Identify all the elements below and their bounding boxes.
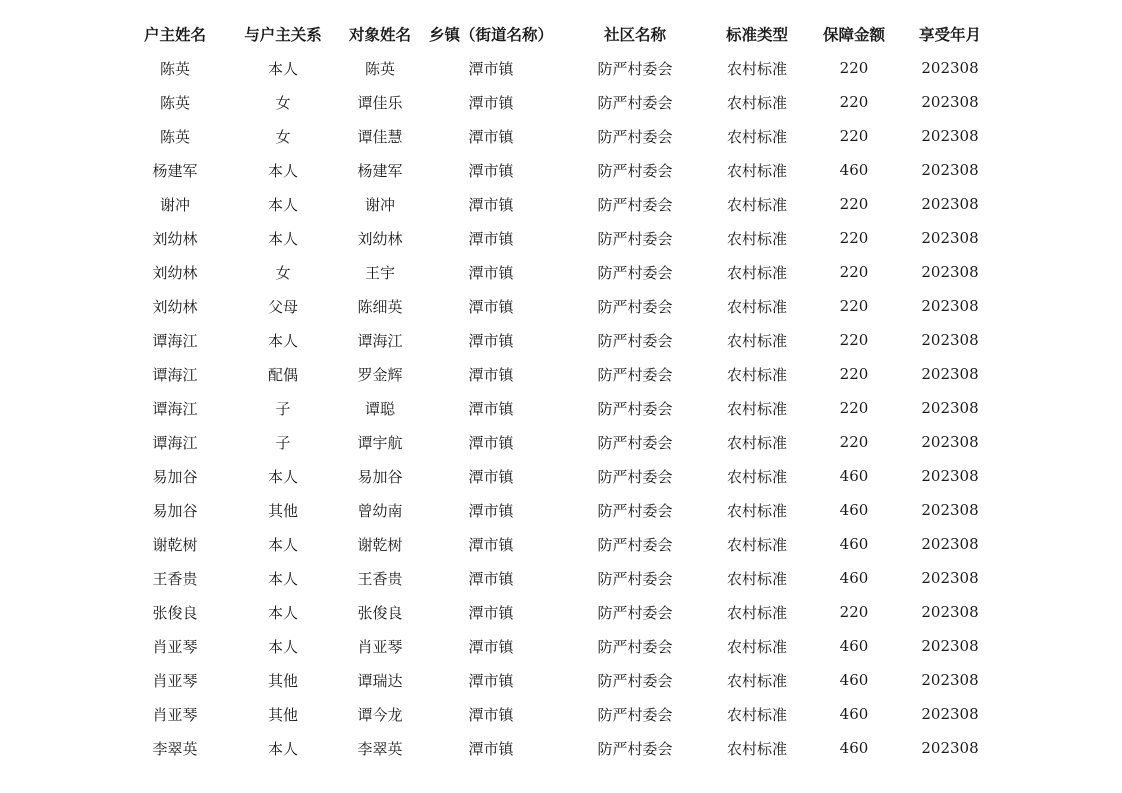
- standard-type-cell: 农村标准: [726, 161, 787, 180]
- township-cell: 潭市镇: [468, 365, 514, 384]
- township-cell: 潭市镇: [468, 161, 514, 180]
- table-row: [130, 153, 1004, 187]
- community-cell: 防严村委会: [597, 93, 673, 112]
- month-cell: 202308: [921, 501, 979, 519]
- community-cell: 防严村委会: [597, 705, 673, 724]
- table-row: [130, 493, 1004, 527]
- township-cell: 潭市镇: [468, 535, 514, 554]
- member-name-cell: 谭佳乐: [357, 93, 403, 112]
- township-cell: 潭市镇: [468, 671, 514, 690]
- township-cell: 潭市镇: [468, 399, 514, 418]
- relation-cell: 本人: [267, 195, 298, 214]
- township-cell: 潭市镇: [468, 297, 514, 316]
- community-cell: 防严村委会: [597, 229, 673, 248]
- household-head-cell: 李翠英: [152, 739, 198, 758]
- member-name-cell: 肖亚琴: [357, 637, 403, 656]
- month-cell: 202308: [921, 297, 979, 315]
- standard-type-cell: 农村标准: [726, 93, 787, 112]
- standard-type-cell: 农村标准: [726, 127, 787, 146]
- household-head-cell: 刘幼林: [152, 297, 198, 316]
- relation-cell: 女: [275, 263, 291, 282]
- household-head-cell: 肖亚琴: [152, 637, 198, 656]
- member-name-cell: 张俊良: [357, 603, 403, 622]
- amount-cell: 220: [839, 195, 869, 213]
- month-cell: 202308: [921, 161, 979, 179]
- relation-cell: 其他: [267, 705, 298, 724]
- amount-cell: 220: [839, 603, 869, 621]
- table-row: [130, 527, 1004, 561]
- relation-cell: 父母: [267, 297, 298, 316]
- amount-cell: 220: [839, 365, 869, 383]
- relation-cell: 本人: [267, 603, 298, 622]
- amount-cell: 220: [839, 399, 869, 417]
- standard-type-cell: 农村标准: [726, 229, 787, 248]
- township-cell: 潭市镇: [468, 501, 514, 520]
- amount-cell: 460: [839, 467, 869, 485]
- relation-cell: 本人: [267, 637, 298, 656]
- household-head-cell: 谭海江: [152, 399, 198, 418]
- table-row: [130, 221, 1004, 255]
- standard-type-cell: 农村标准: [726, 603, 787, 622]
- community-cell: 防严村委会: [597, 331, 673, 350]
- table-row: [130, 289, 1004, 323]
- standard-type-cell: 农村标准: [726, 535, 787, 554]
- table-row: [130, 255, 1004, 289]
- community-cell: 防严村委会: [597, 739, 673, 758]
- member-name-cell: 谭宇航: [357, 433, 403, 452]
- member-name-cell: 陈英: [364, 59, 395, 78]
- month-cell: 202308: [921, 195, 979, 213]
- relation-cell: 女: [275, 127, 291, 146]
- township-cell: 潭市镇: [468, 127, 514, 146]
- standard-type-cell: 农村标准: [726, 59, 787, 78]
- household-head-cell: 谢乾树: [152, 535, 198, 554]
- header-row: [130, 17, 1004, 51]
- standard-type-cell: 农村标准: [726, 433, 787, 452]
- header-community: 社区名称: [603, 26, 666, 44]
- amount-cell: 220: [839, 93, 869, 111]
- household-head-cell: 杨建军: [152, 161, 198, 180]
- relation-cell: 本人: [267, 535, 298, 554]
- member-name-cell: 李翠英: [357, 739, 403, 758]
- household-head-cell: 张俊良: [152, 603, 198, 622]
- table-row: [130, 561, 1004, 595]
- table-row: [130, 51, 1004, 85]
- month-cell: 202308: [921, 569, 979, 587]
- community-cell: 防严村委会: [597, 603, 673, 622]
- community-cell: 防严村委会: [597, 161, 673, 180]
- member-name-cell: 罗金辉: [357, 365, 403, 384]
- household-head-cell: 王香贵: [152, 569, 198, 588]
- household-head-cell: 陈英: [159, 127, 190, 146]
- relation-cell: 女: [275, 93, 291, 112]
- month-cell: 202308: [921, 603, 979, 621]
- relation-cell: 本人: [267, 229, 298, 248]
- table-row: [130, 663, 1004, 697]
- amount-cell: 220: [839, 127, 869, 145]
- month-cell: 202308: [921, 399, 979, 417]
- benefit-table: [130, 17, 1004, 765]
- township-cell: 潭市镇: [468, 433, 514, 452]
- township-cell: 潭市镇: [468, 739, 514, 758]
- amount-cell: 220: [839, 263, 869, 281]
- township-cell: 潭市镇: [468, 195, 514, 214]
- amount-cell: 460: [839, 739, 869, 757]
- month-cell: 202308: [921, 59, 979, 77]
- standard-type-cell: 农村标准: [726, 739, 787, 758]
- amount-cell: 220: [839, 433, 869, 451]
- header-relation: 与户主关系: [244, 26, 322, 44]
- household-head-cell: 谭海江: [152, 331, 198, 350]
- community-cell: 防严村委会: [597, 365, 673, 384]
- member-name-cell: 杨建军: [357, 161, 403, 180]
- table-row: [130, 187, 1004, 221]
- table-row: [130, 731, 1004, 765]
- member-name-cell: 谭瑞达: [357, 671, 403, 690]
- township-cell: 潭市镇: [468, 467, 514, 486]
- community-cell: 防严村委会: [597, 263, 673, 282]
- header-standard-type: 标准类型: [725, 26, 788, 44]
- member-name-cell: 谢冲: [364, 195, 395, 214]
- relation-cell: 本人: [267, 569, 298, 588]
- standard-type-cell: 农村标准: [726, 263, 787, 282]
- township-cell: 潭市镇: [468, 59, 514, 78]
- standard-type-cell: 农村标准: [726, 399, 787, 418]
- table-row: [130, 323, 1004, 357]
- month-cell: 202308: [921, 331, 979, 349]
- standard-type-cell: 农村标准: [726, 637, 787, 656]
- household-head-cell: 肖亚琴: [152, 671, 198, 690]
- member-name-cell: 王宇: [364, 263, 395, 282]
- table-row: [130, 357, 1004, 391]
- relation-cell: 其他: [267, 671, 298, 690]
- township-cell: 潭市镇: [468, 569, 514, 588]
- table-row: [130, 459, 1004, 493]
- month-cell: 202308: [921, 433, 979, 451]
- month-cell: 202308: [921, 535, 979, 553]
- township-cell: 潭市镇: [468, 229, 514, 248]
- township-cell: 潭市镇: [468, 603, 514, 622]
- month-cell: 202308: [921, 637, 979, 655]
- relation-cell: 本人: [267, 467, 298, 486]
- community-cell: 防严村委会: [597, 399, 673, 418]
- community-cell: 防严村委会: [597, 467, 673, 486]
- household-head-cell: 谭海江: [152, 365, 198, 384]
- month-cell: 202308: [921, 93, 979, 111]
- household-head-cell: 陈英: [159, 93, 190, 112]
- month-cell: 202308: [921, 365, 979, 383]
- relation-cell: 配偶: [267, 365, 298, 384]
- header-township: 乡镇（街道名称）: [428, 26, 553, 44]
- member-name-cell: 易加谷: [357, 467, 403, 486]
- member-name-cell: 谭聪: [364, 399, 395, 418]
- community-cell: 防严村委会: [597, 297, 673, 316]
- member-name-cell: 刘幼林: [357, 229, 403, 248]
- month-cell: 202308: [921, 467, 979, 485]
- header-month: 享受年月: [918, 26, 981, 44]
- relation-cell: 子: [275, 399, 291, 418]
- table-row: [130, 85, 1004, 119]
- household-head-cell: 刘幼林: [152, 263, 198, 282]
- member-name-cell: 谭海江: [357, 331, 403, 350]
- amount-cell: 220: [839, 297, 869, 315]
- community-cell: 防严村委会: [597, 59, 673, 78]
- header-amount: 保障金额: [822, 26, 885, 44]
- standard-type-cell: 农村标准: [726, 195, 787, 214]
- table-row: [130, 595, 1004, 629]
- member-name-cell: 王香贵: [357, 569, 403, 588]
- standard-type-cell: 农村标准: [726, 671, 787, 690]
- household-head-cell: 谭海江: [152, 433, 198, 452]
- community-cell: 防严村委会: [597, 569, 673, 588]
- table-body: [130, 51, 1004, 765]
- standard-type-cell: 农村标准: [726, 297, 787, 316]
- month-cell: 202308: [921, 229, 979, 247]
- amount-cell: 220: [839, 229, 869, 247]
- header-member-name: 对象姓名: [348, 26, 411, 44]
- month-cell: 202308: [921, 263, 979, 281]
- relation-cell: 本人: [267, 59, 298, 78]
- relation-cell: 本人: [267, 739, 298, 758]
- amount-cell: 460: [839, 671, 869, 689]
- table-row: [130, 119, 1004, 153]
- relation-cell: 本人: [267, 161, 298, 180]
- household-head-cell: 刘幼林: [152, 229, 198, 248]
- amount-cell: 220: [839, 59, 869, 77]
- township-cell: 潭市镇: [468, 263, 514, 282]
- member-name-cell: 谭佳慧: [357, 127, 403, 146]
- township-cell: 潭市镇: [468, 331, 514, 350]
- table-row: [130, 425, 1004, 459]
- month-cell: 202308: [921, 739, 979, 757]
- township-cell: 潭市镇: [468, 637, 514, 656]
- amount-cell: 460: [839, 535, 869, 553]
- member-name-cell: 谢乾树: [357, 535, 403, 554]
- relation-cell: 其他: [267, 501, 298, 520]
- township-cell: 潭市镇: [468, 93, 514, 112]
- amount-cell: 460: [839, 161, 869, 179]
- relation-cell: 子: [275, 433, 291, 452]
- standard-type-cell: 农村标准: [726, 467, 787, 486]
- community-cell: 防严村委会: [597, 127, 673, 146]
- household-head-cell: 肖亚琴: [152, 705, 198, 724]
- amount-cell: 460: [839, 705, 869, 723]
- header-household-head: 户主姓名: [143, 26, 206, 44]
- community-cell: 防严村委会: [597, 501, 673, 520]
- month-cell: 202308: [921, 127, 979, 145]
- amount-cell: 460: [839, 637, 869, 655]
- household-head-cell: 易加谷: [152, 467, 198, 486]
- household-head-cell: 易加谷: [152, 501, 198, 520]
- document-page: [0, 17, 1122, 765]
- month-cell: 202308: [921, 671, 979, 689]
- community-cell: 防严村委会: [597, 671, 673, 690]
- household-head-cell: 陈英: [159, 59, 190, 78]
- community-cell: 防严村委会: [597, 535, 673, 554]
- month-cell: 202308: [921, 705, 979, 723]
- member-name-cell: 曾幼南: [357, 501, 403, 520]
- amount-cell: 460: [839, 501, 869, 519]
- standard-type-cell: 农村标准: [726, 705, 787, 724]
- member-name-cell: 陈细英: [357, 297, 403, 316]
- amount-cell: 460: [839, 569, 869, 587]
- member-name-cell: 谭今龙: [357, 705, 403, 724]
- standard-type-cell: 农村标准: [726, 569, 787, 588]
- standard-type-cell: 农村标准: [726, 501, 787, 520]
- township-cell: 潭市镇: [468, 705, 514, 724]
- table-row: [130, 697, 1004, 731]
- relation-cell: 本人: [267, 331, 298, 350]
- table-row: [130, 629, 1004, 663]
- household-head-cell: 谢冲: [159, 195, 190, 214]
- community-cell: 防严村委会: [597, 637, 673, 656]
- community-cell: 防严村委会: [597, 433, 673, 452]
- community-cell: 防严村委会: [597, 195, 673, 214]
- table-row: [130, 391, 1004, 425]
- standard-type-cell: 农村标准: [726, 331, 787, 350]
- amount-cell: 220: [839, 331, 869, 349]
- standard-type-cell: 农村标准: [726, 365, 787, 384]
